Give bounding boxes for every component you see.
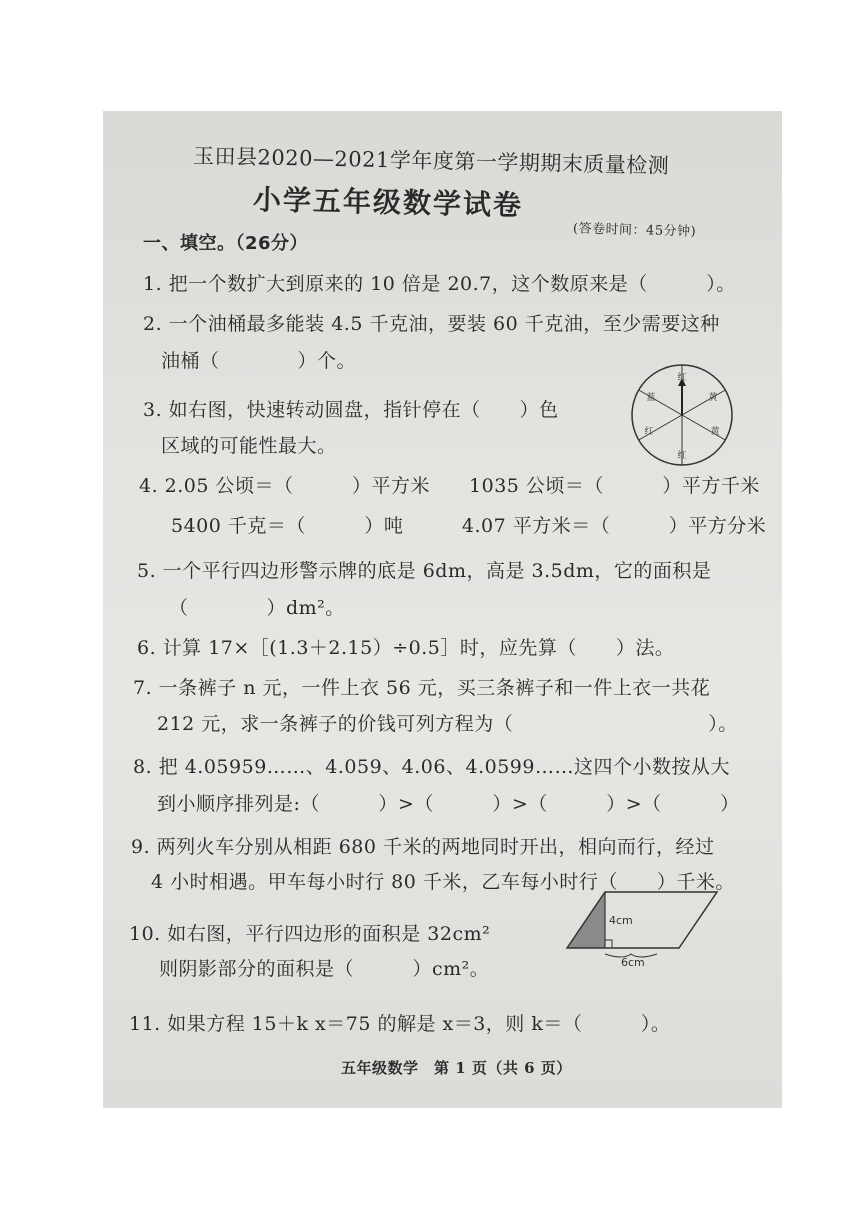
question-10-line1: 10. 如右图，平行四边形的面积是 32cm² bbox=[129, 923, 491, 945]
question-8-line2: 到小顺序排列是:（ ）>（ ）>（ ）>（ ） bbox=[157, 793, 740, 815]
question-10-line2: 则阴影部分的面积是（ ）cm²。 bbox=[159, 958, 490, 980]
question-9-line1: 9. 两列火车分别从相距 680 千米的两地同时开出，相向而行，经过 bbox=[131, 836, 715, 858]
question-9-line2: 4 小时相遇。甲车每小时行 80 千米，乙车每小时行（ ）千米。 bbox=[151, 871, 735, 893]
question-2-line2: 油桶（ ）个。 bbox=[161, 350, 357, 372]
sector-label: 黄 bbox=[710, 427, 720, 437]
exam-time-note: (答卷时间：45分钟) bbox=[572, 221, 697, 240]
section-heading: 一、填空。（26分） bbox=[143, 233, 309, 254]
sector-label: 红 bbox=[677, 451, 687, 461]
question-2-line1: 2. 一个油桶最多能装 4.5 千克油，要装 60 千克油，至少需要这种 bbox=[143, 313, 720, 335]
sector-label: 蓝 bbox=[646, 393, 656, 403]
spinner-wheel-figure bbox=[629, 362, 735, 468]
question-5-line1: 5. 一个平行四边形警示牌的底是 6dm，高是 3.5dm，它的面积是 bbox=[137, 560, 712, 582]
exam-title-line2: 小学五年级数学试卷 bbox=[252, 183, 524, 222]
question-4-line1: 4. 2.05 公顷＝（ ）平方米 1035 公顷＝（ ）平方千米 bbox=[139, 475, 760, 497]
question-5-line2: （ ）dm²。 bbox=[169, 597, 345, 619]
question-7-line1: 7. 一条裤子 n 元，一件上衣 56 元，买三条裤子和一件上衣一共花 bbox=[133, 677, 711, 699]
question-3-line1: 3. 如右图，快速转动圆盘，指针停在（ ）色 bbox=[143, 399, 559, 421]
wheel-divider bbox=[639, 390, 682, 415]
question-8-line1: 8. 把 4.05959……、4.059、4.06、4.0599……这四个小数按从大 bbox=[133, 756, 730, 778]
right-angle-mark bbox=[605, 940, 612, 948]
exam-title-line1: 玉田县2020—2021学年度第一学期期末质量检测 bbox=[192, 144, 670, 178]
sector-label: 黄 bbox=[708, 393, 718, 403]
parallelogram-figure bbox=[565, 886, 725, 968]
wheel-divider bbox=[682, 390, 725, 415]
exam-photo bbox=[103, 111, 782, 1108]
question-6: 6. 计算 17×［(1.3＋2.15）÷0.5］时，应先算（ ）法。 bbox=[137, 637, 675, 659]
question-1: 1. 把一个数扩大到原来的 10 倍是 20.7，这个数原来是（ ）。 bbox=[143, 273, 736, 295]
base-label: 6cm bbox=[621, 956, 645, 968]
sector-label: 红 bbox=[644, 427, 654, 437]
question-4-line2: 5400 千克＝（ ）吨 4.07 平方米＝（ ）平方分米 bbox=[171, 515, 767, 537]
sector-label: 红 bbox=[677, 373, 687, 383]
page-footer: 五年级数学 第 1 页（共 6 页） bbox=[341, 1059, 572, 1077]
question-7-line2: 212 元，求一条裤子的价钱可列方程为（ ）。 bbox=[157, 713, 738, 735]
question-3-line2: 区域的可能性最大。 bbox=[161, 435, 337, 457]
height-label: 4cm bbox=[609, 914, 633, 927]
question-11: 11. 如果方程 15＋k x＝75 的解是 x＝3，则 k＝（ ）。 bbox=[129, 1013, 671, 1035]
